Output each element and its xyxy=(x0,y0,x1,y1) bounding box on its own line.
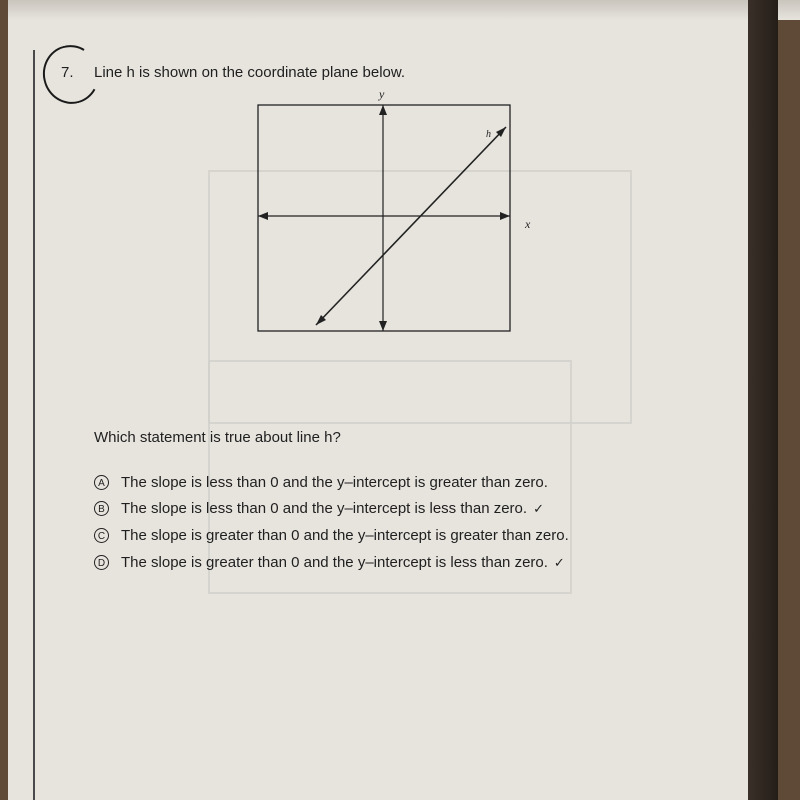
sub-question: Which statement is true about line h? xyxy=(94,429,341,446)
choice-b-checkmark-icon: ✓ xyxy=(533,500,544,516)
y-axis-label: y xyxy=(379,87,385,101)
x-axis-arrow-left xyxy=(258,212,268,220)
y-axis-arrow-down xyxy=(379,321,387,331)
line-h xyxy=(316,127,506,325)
choice-c[interactable] xyxy=(94,527,575,544)
y-axis-arrow-up xyxy=(379,105,387,115)
choice-d-bubble[interactable]: D xyxy=(94,555,109,570)
choice-d[interactable] xyxy=(94,554,565,571)
choice-b[interactable] xyxy=(94,500,544,517)
choice-d-checkmark-icon: ✓ xyxy=(553,554,565,570)
top-bleed-through xyxy=(8,0,800,20)
choice-c-text: The slope is greater than 0 and the y–intercept is greater than zero. xyxy=(121,527,569,544)
margin-line xyxy=(33,50,35,800)
choice-a-text: The slope is less than 0 and the y–intercept is greater than zero. xyxy=(121,474,548,491)
choice-d-text: The slope is greater than 0 and the y–intercept is less than zero. xyxy=(121,554,548,571)
question-prompt: Line h is shown on the coordinate plane below. xyxy=(94,64,406,81)
x-axis-label: x xyxy=(525,217,531,231)
coordinate-plane xyxy=(248,85,548,345)
choice-b-text: The slope is less than 0 and the y–intercept is less than zero. xyxy=(121,500,528,517)
choice-a-bubble[interactable]: A xyxy=(94,475,109,490)
choice-b-bubble[interactable]: B xyxy=(94,501,109,516)
x-axis-arrow-right xyxy=(500,212,510,220)
question-number: 7. xyxy=(61,64,74,81)
page-edge-shadow xyxy=(748,0,778,800)
choice-a[interactable] xyxy=(94,474,554,491)
graph-frame xyxy=(258,105,510,331)
choice-c-bubble[interactable]: C xyxy=(94,528,109,543)
worksheet-page xyxy=(8,0,778,800)
line-h-label: h xyxy=(486,129,491,140)
